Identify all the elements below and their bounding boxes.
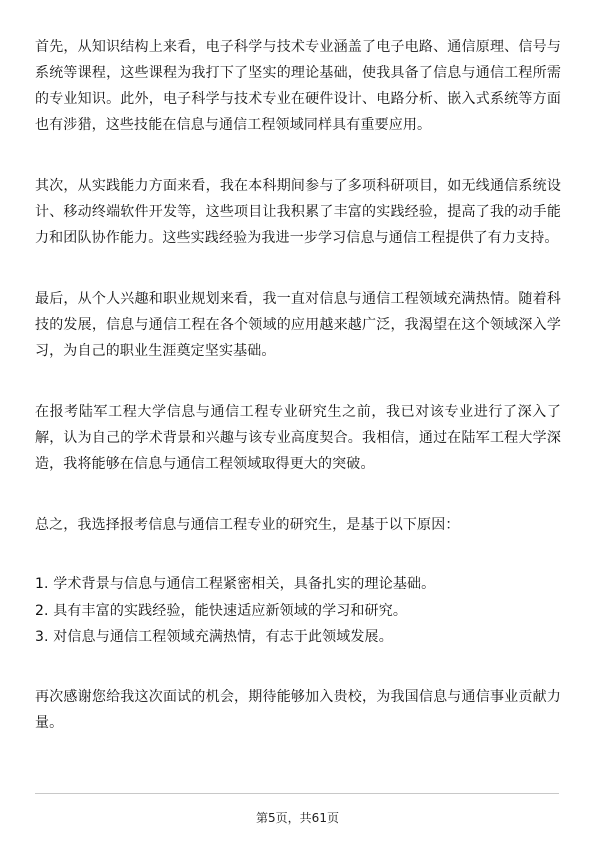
paragraph-gap	[35, 538, 561, 571]
paragraph-closing: 再次感谢您给我这次面试的机会，期待能够加入贵校，为我国信息与通信事业贡献力量。	[35, 688, 561, 731]
paragraph-gap	[35, 651, 561, 684]
document-body	[35, 34, 561, 736]
paragraph-gap	[35, 138, 561, 173]
paragraph-practical-ability: 其次，从实践能力方面来看，我在本科期间参与了多项科研项目，如无线通信系统设计、移动终端软件开发等，这些项目让我积累了丰富的实践经验，提高了我的动手能力和团队协作能力。这些实践经验为我进一步学习信息与通信工程提供了有力支持。	[35, 178, 561, 246]
footer-divider	[35, 793, 559, 794]
page-number: 第5页，共61页	[256, 811, 339, 825]
paragraph-gap	[35, 364, 561, 399]
reasons-list	[35, 571, 561, 651]
paragraph-summary: 总之，我选择报考信息与通信工程专业的研究生，是基于以下原因：	[35, 517, 460, 533]
paragraph-gap	[35, 251, 561, 286]
paragraph-knowledge-structure: 首先，从知识结构上来看，电子科学与技术专业涵盖了电子电路、通信原理、信号与系统等课程，这些课程为我打下了坚实的理论基础，使我具备了信息与通信工程所需的专业知识。此外，电子科学与技术专业在硬件设计、电路分析、嵌入式系统等方面也有涉猎，这些技能在信息与通信工程领域同样具有重要应用。	[35, 39, 561, 133]
list-item: 1. 学术背景与信息与通信工程紧密相关，具备扎实的理论基础。	[35, 576, 436, 592]
list-item: 2. 具有丰富的实践经验，能快速适应新领域的学习和研究。	[35, 602, 408, 619]
paragraph-gap	[35, 477, 561, 512]
list-item: 3. 对信息与通信工程领域充满热情，有志于此领域发展。	[35, 629, 393, 645]
paragraph-university-choice: 在报考陆军工程大学信息与通信工程专业研究生之前，我已对该专业进行了深入了解，认为自己的学术背景和兴趣与该专业高度契合。我相信，通过在陆军工程大学深造，我将能够在信息与通信工程领域取得更大的突破。	[35, 404, 561, 472]
paragraph-personal-interest: 最后，从个人兴趣和职业规划来看，我一直对信息与通信工程领域充满热情。随着科技的发展，信息与通信工程在各个领域的应用越来越广泛，我渴望在这个领域深入学习，为自己的职业生涯奠定坚实基础。	[35, 291, 561, 359]
